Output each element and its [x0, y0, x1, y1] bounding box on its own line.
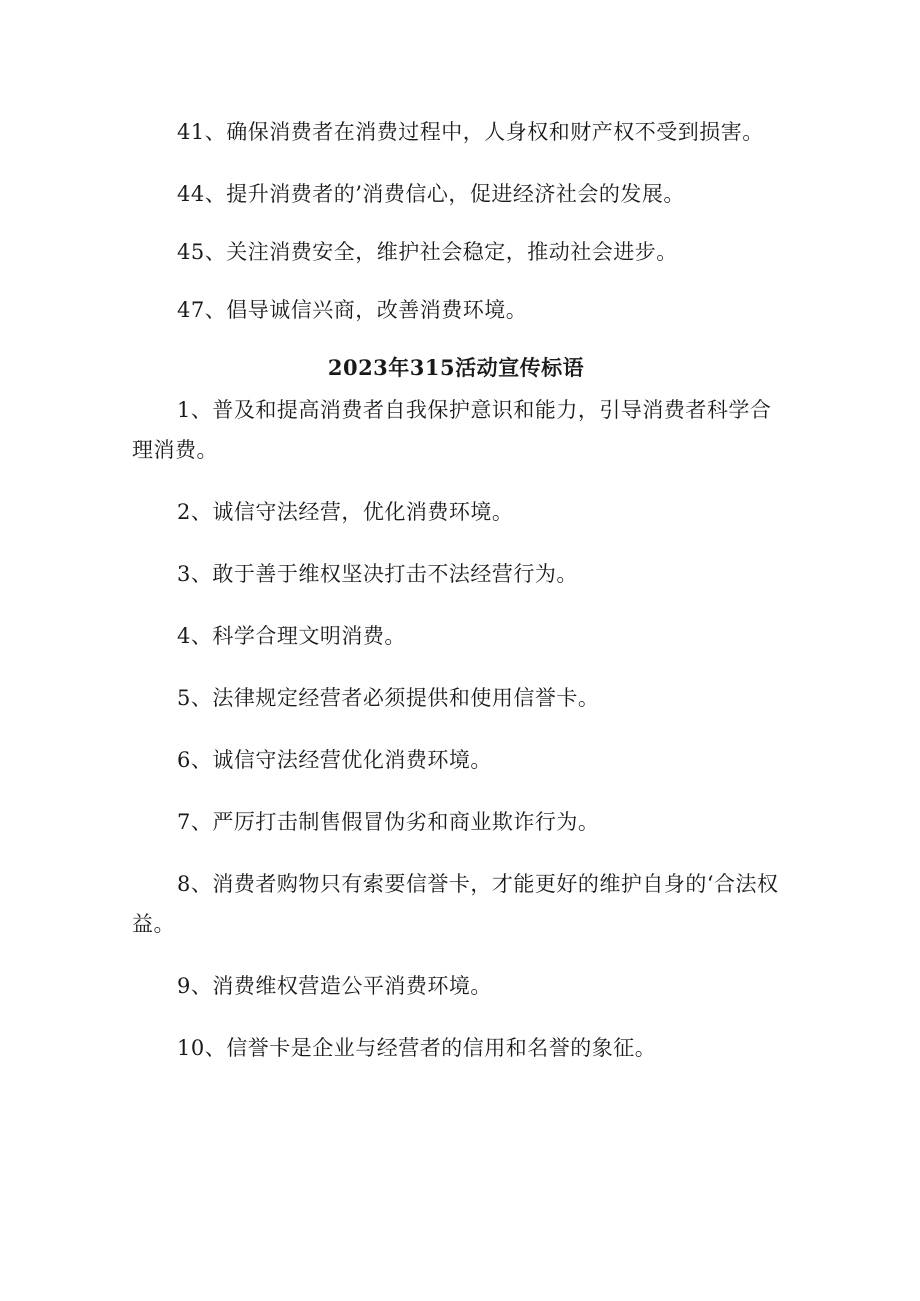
slogan-item: 4、科学合理文明消费。 — [177, 624, 406, 648]
slogan-item: 7、严厉打击制售假冒伪劣和商业欺诈行为。 — [177, 810, 600, 834]
section-title: 2023年315活动宣传标语 — [327, 355, 585, 380]
slogan-item: 47、倡导诚信兴商，改善消费环境。 — [177, 298, 528, 322]
slogan-item: 3、敢于善于维权坚决打击不法经营行为。 — [177, 562, 578, 586]
slogan-item: 41、确保消费者在消费过程中，人身权和财产权不受到损害。 — [177, 120, 764, 144]
slogan-item: 6、诚信守法经营优化消费环境。 — [177, 748, 492, 772]
slogan-item: 1、普及和提高消费者自我保护意识和能力，引导消费者科学合理消费。 — [132, 398, 772, 462]
slogan-item: 9、消费维权营造公平消费环境。 — [177, 974, 492, 998]
slogan-item: 10、信誉卡是企业与经营者的信用和名誉的象征。 — [177, 1036, 657, 1060]
slogan-item: 2、诚信守法经营，优化消费环境。 — [177, 500, 514, 524]
slogan-item: 44、提升消费者的’消费信心，促进经济社会的发展。 — [177, 182, 685, 206]
slogan-item: 45、关注消费安全，维护社会稳定，推动社会进步。 — [177, 240, 678, 264]
slogan-item: 5、法律规定经营者必须提供和使用信誉卡。 — [177, 686, 600, 710]
slogan-item: 8、消费者购物只有索要信誉卡，才能更好的维护自身的‘合法权益。 — [132, 872, 779, 936]
document-page — [132, 112, 780, 1068]
